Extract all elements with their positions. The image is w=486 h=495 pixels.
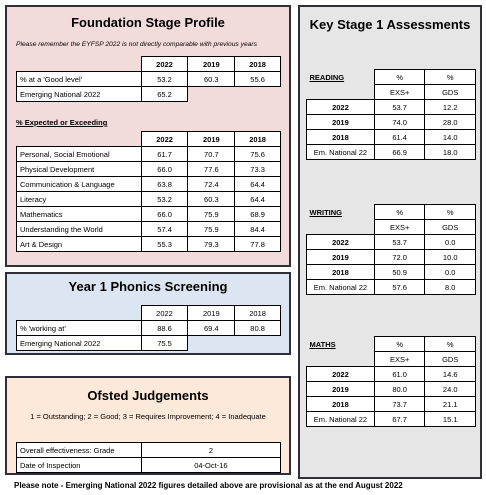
table-row bbox=[17, 72, 281, 87]
column-header: % bbox=[374, 70, 425, 85]
table-row bbox=[17, 237, 281, 252]
column-header: % bbox=[374, 337, 425, 352]
year-header: 2019 bbox=[188, 57, 235, 72]
table-row bbox=[307, 265, 476, 280]
row-label: 2022 bbox=[307, 235, 375, 250]
phonics-title: Year 1 Phonics Screening bbox=[68, 279, 228, 294]
row-label: 2018 bbox=[307, 397, 375, 412]
row-label: Physical Development bbox=[17, 162, 142, 177]
cell-value: 10.0 bbox=[425, 250, 476, 265]
row-label: 2018 bbox=[307, 265, 375, 280]
table-row bbox=[17, 321, 281, 336]
row-label: 2022 bbox=[307, 367, 375, 382]
cell-value: 69.4 bbox=[188, 321, 235, 336]
table-row bbox=[307, 130, 476, 145]
table-row bbox=[17, 458, 281, 473]
phonics-panel bbox=[5, 272, 291, 355]
row-label: % at a 'Good level' bbox=[17, 72, 142, 87]
row-label: Literacy bbox=[17, 192, 142, 207]
blank-cell bbox=[17, 57, 142, 72]
table-row bbox=[17, 306, 281, 321]
cell-value: 68.9 bbox=[235, 207, 281, 222]
cell-value: 73.3 bbox=[235, 162, 281, 177]
subject-label: MATHS bbox=[309, 339, 336, 349]
foundation-stage-panel bbox=[5, 5, 291, 267]
table-row bbox=[307, 205, 476, 220]
cell-value: 77.8 bbox=[235, 237, 281, 252]
column-header: EXS+ bbox=[374, 85, 425, 100]
column-header: GDS bbox=[425, 352, 476, 367]
cell-value: 14.0 bbox=[425, 130, 476, 145]
cell-value: 80.8 bbox=[235, 321, 281, 336]
cell-value: 24.0 bbox=[425, 382, 476, 397]
cell-value: 84.4 bbox=[235, 222, 281, 237]
row-label: Mathematics bbox=[17, 207, 142, 222]
cell-value: 79.3 bbox=[188, 237, 235, 252]
foundation-title: Foundation Stage Profile bbox=[71, 15, 225, 30]
blank-cell bbox=[235, 87, 281, 102]
column-header: % bbox=[374, 205, 425, 220]
expected-heading: % Expected or Exceeding bbox=[16, 118, 108, 127]
cell-value: 57.6 bbox=[374, 280, 425, 295]
ofsted-key: 1 = Outstanding; 2 = Good; 3 = Requires Improvement; 4 = Inadequate bbox=[30, 412, 266, 421]
cell-value: 53.7 bbox=[374, 100, 425, 115]
ks1-panel bbox=[298, 5, 482, 479]
cell-value: 75.6 bbox=[235, 147, 281, 162]
cell-value: 53.7 bbox=[374, 235, 425, 250]
row-label: Emerging National 2022 bbox=[17, 336, 142, 351]
row-label: Em. National 22 bbox=[307, 412, 375, 427]
cell-value: 75.9 bbox=[188, 222, 235, 237]
column-header: EXS+ bbox=[374, 220, 425, 235]
blank-cell bbox=[17, 132, 142, 147]
table-row bbox=[307, 412, 476, 427]
table-row bbox=[307, 145, 476, 160]
year-header: 2018 bbox=[235, 306, 281, 321]
row-label: 2019 bbox=[307, 115, 375, 130]
cell-value: 0.0 bbox=[425, 265, 476, 280]
areas-table bbox=[16, 131, 281, 252]
ks1-title: Key Stage 1 Assessments bbox=[309, 17, 471, 32]
cell-value: 74.0 bbox=[374, 115, 425, 130]
cell-value: 21.1 bbox=[425, 397, 476, 412]
cell-value: 70.7 bbox=[188, 147, 235, 162]
cell-value: 55.6 bbox=[235, 72, 281, 87]
blank-cell bbox=[307, 220, 375, 235]
row-label: 2022 bbox=[307, 100, 375, 115]
cell-value: 61.4 bbox=[374, 130, 425, 145]
phonics-table bbox=[16, 305, 281, 351]
cell-value: 57.4 bbox=[141, 222, 188, 237]
ofsted-panel bbox=[5, 376, 291, 475]
cell-value: 64.4 bbox=[235, 177, 281, 192]
year-header: 2019 bbox=[188, 132, 235, 147]
cell-value: 15.1 bbox=[425, 412, 476, 427]
column-header: % bbox=[425, 70, 476, 85]
row-label: % 'working at' bbox=[17, 321, 142, 336]
row-label: Date of Inspection bbox=[17, 458, 142, 473]
table-row bbox=[307, 235, 476, 250]
cell-value: 53.2 bbox=[141, 192, 188, 207]
cell-value: 65.2 bbox=[141, 87, 188, 102]
table-row bbox=[307, 85, 476, 100]
cell-value: 12.2 bbox=[425, 100, 476, 115]
cell-value: 88.6 bbox=[141, 321, 188, 336]
table-row bbox=[307, 397, 476, 412]
blank-cell bbox=[307, 352, 375, 367]
subject-label: WRITING bbox=[309, 207, 342, 217]
cell-value: 04-Oct-16 bbox=[141, 458, 280, 473]
row-label: Overall effectiveness: Grade bbox=[17, 443, 142, 458]
subject-label: READING bbox=[309, 72, 345, 82]
cell-value: 8.0 bbox=[425, 280, 476, 295]
column-header: % bbox=[425, 205, 476, 220]
cell-value: 77.6 bbox=[188, 162, 235, 177]
column-header: GDS bbox=[425, 220, 476, 235]
column-header: GDS bbox=[425, 85, 476, 100]
table-row bbox=[307, 250, 476, 265]
row-label: Understanding the World bbox=[17, 222, 142, 237]
cell-value: 80.0 bbox=[374, 382, 425, 397]
ofsted-title: Ofsted Judgements bbox=[87, 388, 209, 403]
table-row bbox=[17, 132, 281, 147]
table-row bbox=[307, 382, 476, 397]
row-label: 2019 bbox=[307, 382, 375, 397]
table-row bbox=[307, 367, 476, 382]
blank-cell bbox=[188, 336, 235, 351]
cell-value: 50.9 bbox=[374, 265, 425, 280]
maths-table bbox=[306, 336, 476, 427]
cell-value: 66.9 bbox=[374, 145, 425, 160]
cell-value: 2 bbox=[141, 443, 280, 458]
table-row bbox=[17, 87, 281, 102]
table-row bbox=[17, 57, 281, 72]
reading-table bbox=[306, 69, 476, 160]
blank-cell bbox=[188, 87, 235, 102]
table-row bbox=[307, 337, 476, 352]
table-row bbox=[17, 177, 281, 192]
writing-table bbox=[306, 204, 476, 295]
cell-value: 60.3 bbox=[188, 72, 235, 87]
cell-value: 0.0 bbox=[425, 235, 476, 250]
cell-value: 64.4 bbox=[235, 192, 281, 207]
blank-cell bbox=[307, 85, 375, 100]
good-level-table bbox=[16, 56, 281, 102]
year-header: 2019 bbox=[188, 306, 235, 321]
row-label: Em. National 22 bbox=[307, 145, 375, 160]
footer-note: Please note - Emerging National 2022 figures detailed above are provisional as at the end August 2022 bbox=[14, 481, 403, 490]
cell-value: 55.3 bbox=[141, 237, 188, 252]
cell-value: 14.6 bbox=[425, 367, 476, 382]
table-row bbox=[307, 352, 476, 367]
year-header: 2022 bbox=[141, 132, 188, 147]
cell-value: 28.0 bbox=[425, 115, 476, 130]
table-row bbox=[307, 115, 476, 130]
cell-value: 67.7 bbox=[374, 412, 425, 427]
table-row bbox=[17, 222, 281, 237]
cell-value: 73.7 bbox=[374, 397, 425, 412]
table-row bbox=[17, 162, 281, 177]
row-label: Emerging National 2022 bbox=[17, 87, 142, 102]
cell-value: 75.5 bbox=[141, 336, 188, 351]
cell-value: 66.0 bbox=[141, 162, 188, 177]
row-label: 2018 bbox=[307, 130, 375, 145]
row-label: Communication & Language bbox=[17, 177, 142, 192]
cell-value: 63.8 bbox=[141, 177, 188, 192]
cell-value: 53.2 bbox=[141, 72, 188, 87]
cell-value: 72.4 bbox=[188, 177, 235, 192]
table-row bbox=[17, 443, 281, 458]
table-row bbox=[307, 220, 476, 235]
table-row bbox=[17, 336, 281, 351]
foundation-note: Please remember the EYFSP 2022 is not directly comparable with previous years bbox=[16, 41, 257, 48]
cell-value: 61.7 bbox=[141, 147, 188, 162]
year-header: 2022 bbox=[141, 57, 188, 72]
blank-cell bbox=[17, 306, 142, 321]
table-row bbox=[307, 100, 476, 115]
year-header: 2018 bbox=[235, 57, 281, 72]
year-header: 2022 bbox=[141, 306, 188, 321]
ofsted-table bbox=[16, 442, 281, 473]
year-header: 2018 bbox=[235, 132, 281, 147]
table-row bbox=[307, 280, 476, 295]
blank-cell bbox=[235, 336, 281, 351]
table-row bbox=[17, 207, 281, 222]
column-header: % bbox=[425, 337, 476, 352]
cell-value: 66.0 bbox=[141, 207, 188, 222]
row-label: Personal, Social Emotional bbox=[17, 147, 142, 162]
table-row bbox=[307, 70, 476, 85]
table-row bbox=[17, 147, 281, 162]
cell-value: 75.9 bbox=[188, 207, 235, 222]
cell-value: 61.0 bbox=[374, 367, 425, 382]
cell-value: 72.0 bbox=[374, 250, 425, 265]
column-header: EXS+ bbox=[374, 352, 425, 367]
table-row bbox=[17, 192, 281, 207]
row-label: 2019 bbox=[307, 250, 375, 265]
row-label: Art & Design bbox=[17, 237, 142, 252]
cell-value: 18.0 bbox=[425, 145, 476, 160]
cell-value: 60.3 bbox=[188, 192, 235, 207]
row-label: Em. National 22 bbox=[307, 280, 375, 295]
